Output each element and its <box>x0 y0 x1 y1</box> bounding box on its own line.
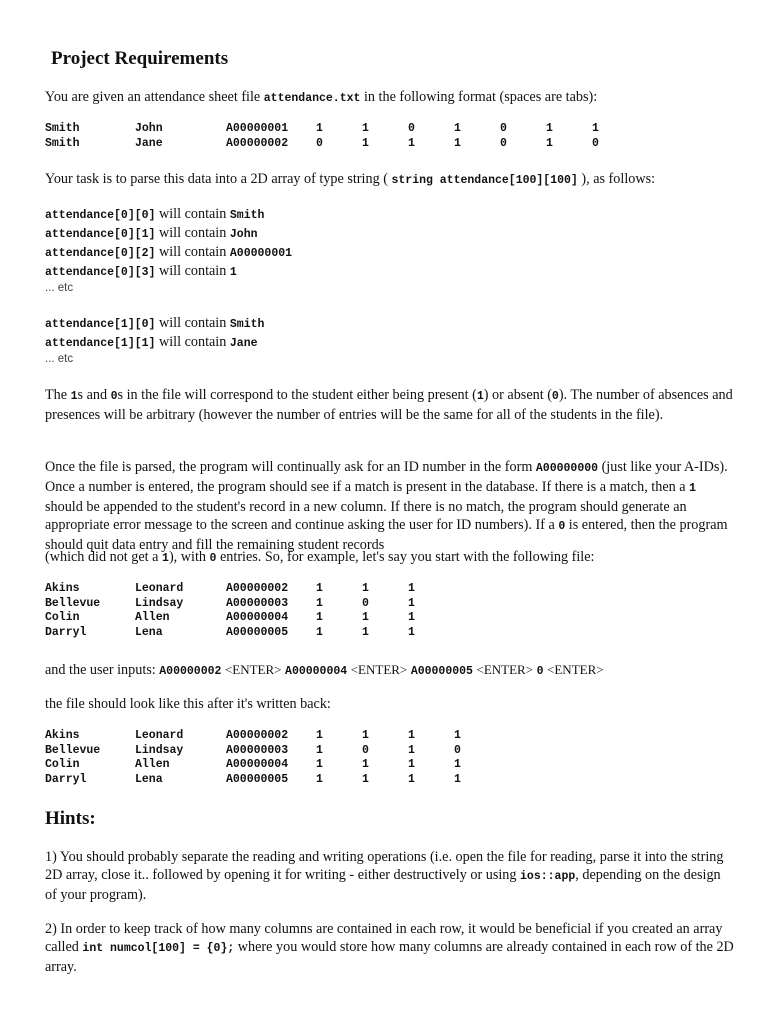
table-cell: 0 <box>500 136 507 150</box>
procedure-paragraph-end <box>45 548 735 568</box>
table-cell: 1 <box>454 122 461 135</box>
table-cell: A00000002 <box>226 582 289 595</box>
enter-key: <ENTER> <box>350 662 408 677</box>
table-row <box>45 597 454 612</box>
table-cell: Darryl <box>45 625 87 639</box>
example-code: attendance[1][1] <box>45 337 156 350</box>
table-cell: 1 <box>316 758 323 772</box>
text: entries. So, for example, let's say you start with the following file: <box>216 549 595 565</box>
table-cell: 1 <box>316 596 323 610</box>
table-cell: 1 <box>362 122 369 135</box>
table-cell: 1 <box>408 611 415 625</box>
text: , depending on the design of your program). <box>45 867 721 903</box>
text: should be appended to the student's record in a new column. If there is no match, the program should generate an appropriate error message to the screen and continue asking the user for ID numbers). If a <box>45 499 687 533</box>
hint-1 <box>45 848 735 904</box>
hint-2 <box>45 920 735 976</box>
text: (just like your A-IDs). Once a number is entered, the program should see if a match is present in the database. If there is a match, then a <box>45 459 728 495</box>
table-cell: A00000005 <box>226 625 289 639</box>
table-cell: A00000004 <box>226 758 289 772</box>
table-cell: Smith <box>45 122 80 135</box>
table-cell: 1 <box>362 729 369 742</box>
table-cell: 1 <box>546 122 553 135</box>
table-cell: 0 <box>362 743 369 757</box>
intro-text: You are given an attendance sheet file <box>45 89 264 105</box>
text: s in the file will correspond to the student either being present ( <box>117 387 477 403</box>
example-value: Jane <box>229 337 258 350</box>
example-value: A00000001 <box>229 247 293 260</box>
code: 0 <box>110 390 118 403</box>
table-cell: Akins <box>45 582 80 595</box>
presence-paragraph <box>45 386 735 424</box>
code: 1 <box>476 390 484 403</box>
text: The <box>45 387 71 403</box>
hints-title: Hints: <box>45 808 96 829</box>
example-code: attendance[0][2] <box>45 247 156 260</box>
table-cell: 1 <box>408 596 415 610</box>
table-cell: 1 <box>454 772 461 786</box>
task-text: Your task is to parse this data into a 2D array of type string ( <box>45 171 388 187</box>
text: ) or absent ( <box>483 387 552 403</box>
task-paragraph <box>45 170 735 190</box>
code: 0 <box>551 390 559 403</box>
table-cell: 1 <box>408 758 415 772</box>
example-value: Smith <box>229 318 265 331</box>
table-cell: 1 <box>408 743 415 757</box>
code: 1 <box>162 552 169 565</box>
contain-text: will contain <box>155 334 230 350</box>
text: and the user inputs: <box>45 662 160 678</box>
table-cell: 1 <box>362 136 369 150</box>
text: (which did not get a <box>45 549 163 565</box>
page-title: Project Requirements <box>51 48 229 69</box>
table-cell: Colin <box>45 611 80 625</box>
text: ). The number of absences and presences will be arbitrary (however the number of entries will be the same for all of the students in the file). <box>45 387 733 423</box>
table-cell: 1 <box>362 611 369 625</box>
text: 2) In order to keep track of how many columns are contained in each row, it would be beneficial if you created an array called <box>45 921 723 955</box>
table-cell: 1 <box>454 136 461 150</box>
table-cell: A00000002 <box>226 136 289 150</box>
attendance-table-result <box>45 729 500 787</box>
enter-key: <ENTER> <box>224 662 282 677</box>
table-row <box>45 582 454 597</box>
table-row <box>45 137 638 152</box>
table-cell: Lena <box>135 772 163 786</box>
enter-key: <ENTER> <box>476 662 534 677</box>
table-row <box>45 611 454 626</box>
table-cell: John <box>135 122 163 135</box>
table-cell: 0 <box>362 596 369 610</box>
table-cell: Lindsay <box>135 743 184 757</box>
text: is entered, then the program should quit data entry and fill the remaining student records <box>45 517 728 553</box>
contain-text: will contain <box>155 263 230 279</box>
table-row <box>45 626 454 641</box>
table-cell: 1 <box>454 729 461 742</box>
table-cell: 1 <box>408 625 415 639</box>
intro-text-end: in the following format (spaces are tabs): <box>360 89 598 105</box>
table-cell: Allen <box>135 758 170 772</box>
code: A00000000 <box>535 462 599 475</box>
text: s and <box>77 387 111 403</box>
etc-note: ... etc <box>45 353 74 365</box>
table-cell: 0 <box>592 136 599 150</box>
task-text-end: ), as follows: <box>581 171 656 187</box>
code: 1 <box>689 482 697 495</box>
example-value: 1 <box>229 266 237 279</box>
table-cell: 1 <box>408 136 415 150</box>
table-cell: 0 <box>408 122 415 135</box>
input-token: A00000004 <box>285 665 348 678</box>
table-cell: Lena <box>135 625 163 639</box>
text: Once the file is parsed, the program will continually ask for an ID number in the form <box>45 459 536 475</box>
table-cell: A00000003 <box>226 743 289 757</box>
table-cell: 1 <box>362 582 369 595</box>
filename-code: attendance.txt <box>263 92 361 105</box>
table-cell: A00000005 <box>226 772 289 786</box>
table-cell: 1 <box>316 729 323 742</box>
table-cell: 1 <box>316 611 323 625</box>
table-row <box>45 729 500 744</box>
example-value: John <box>229 228 258 241</box>
example-code: attendance[0][1] <box>45 228 156 241</box>
contain-text: will contain <box>155 244 230 260</box>
table-row <box>45 122 638 137</box>
code: int numcol[100] = {0}; <box>82 942 235 955</box>
table-cell: Bellevue <box>45 743 101 757</box>
after-text: the file should look like this after it's written back: <box>45 696 331 712</box>
input-token: A00000005 <box>410 665 473 678</box>
table-cell: 1 <box>316 582 323 595</box>
table-cell: 0 <box>500 122 507 135</box>
table-cell: 1 <box>408 772 415 786</box>
table-cell: 1 <box>362 758 369 772</box>
table-cell: Bellevue <box>45 596 101 610</box>
intro-paragraph <box>45 88 735 108</box>
contain-text: will contain <box>155 225 230 241</box>
table-cell: 1 <box>454 758 461 772</box>
example-line <box>45 262 237 282</box>
table-cell: 1 <box>316 772 323 786</box>
contain-text: will contain <box>155 206 230 222</box>
array-declaration-code: string attendance[100][100] <box>391 174 578 187</box>
example-line <box>45 205 264 225</box>
contain-text: will contain <box>155 315 230 331</box>
code: ios::app <box>520 870 576 883</box>
example-code: attendance[0][0] <box>45 209 156 222</box>
table-cell: 0 <box>454 743 461 757</box>
table-cell: 1 <box>316 122 323 135</box>
input-token: 0 <box>536 665 544 678</box>
example-line <box>45 314 264 334</box>
text: 1) You should probably separate the reading and writing operations (i.e. open the file for reading, parse it into the string 2D array, close it.. followed by opening it for writing - either destructively or using <box>45 849 724 883</box>
text: where you would store how many columns are already contained in each row of the 2D array. <box>45 939 734 975</box>
attendance-table-start <box>45 582 454 640</box>
table-cell: Lindsay <box>135 596 184 610</box>
table-cell: 1 <box>592 122 599 135</box>
code: 0 <box>558 520 566 533</box>
example-code: attendance[0][3] <box>45 266 156 279</box>
table-cell: A00000003 <box>226 596 289 610</box>
table-cell: 1 <box>408 729 415 742</box>
table-cell: 1 <box>408 582 415 595</box>
code: 1 <box>70 390 78 403</box>
table-row <box>45 758 500 773</box>
example-line <box>45 224 258 244</box>
table-cell: 1 <box>546 136 553 150</box>
table-cell: A00000004 <box>226 611 289 625</box>
table-cell: Colin <box>45 758 80 772</box>
table-cell: A00000002 <box>226 729 289 742</box>
table-cell: Leonard <box>135 582 184 595</box>
example-line <box>45 243 292 263</box>
table-cell: Leonard <box>135 729 184 742</box>
table-cell: Akins <box>45 729 80 742</box>
etc-note: ... etc <box>45 282 74 294</box>
example-line <box>45 333 258 353</box>
table-cell: 1 <box>362 625 369 639</box>
table-cell: A00000001 <box>226 122 289 135</box>
table-cell: 1 <box>362 772 369 786</box>
table-cell: 1 <box>316 743 323 757</box>
table-cell: Jane <box>135 136 163 150</box>
procedure-paragraph <box>45 458 735 554</box>
text: ), with <box>168 549 210 565</box>
attendance-table-initial <box>45 122 638 151</box>
code: 0 <box>209 552 217 565</box>
table-cell: Allen <box>135 611 170 625</box>
table-row <box>45 773 500 788</box>
example-value: Smith <box>229 209 265 222</box>
example-code: attendance[1][0] <box>45 318 156 331</box>
table-cell: Darryl <box>45 772 87 786</box>
enter-key: <ENTER> <box>547 662 604 677</box>
input-token: A00000002 <box>159 665 222 678</box>
table-cell: Smith <box>45 136 80 150</box>
table-cell: 1 <box>316 625 323 639</box>
user-inputs-line <box>45 661 735 681</box>
table-cell: 0 <box>316 136 323 150</box>
table-row <box>45 744 500 759</box>
